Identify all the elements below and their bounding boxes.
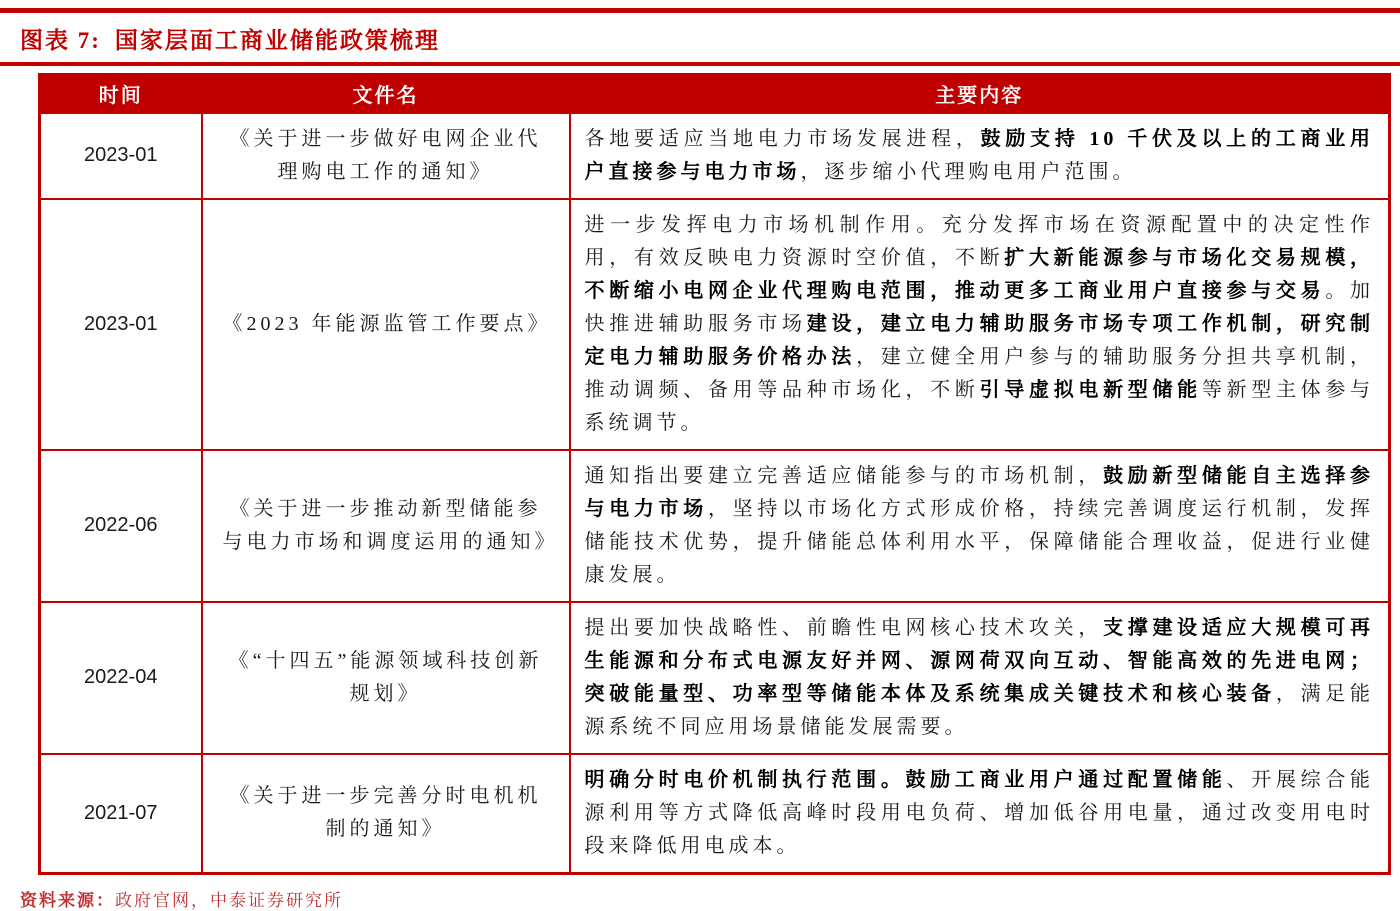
content-bold-segment: 支撑建设适应大规模可再生能源和分布式电源友好并网、源网荷双向互动、智能高效的先进电网；突破能量型、功率型等储能本体及系统集成关键技术和核心装备 [584,616,1375,705]
source-label: 资料来源： [20,890,115,910]
policy-doc-name: 《关于进一步推动新型储能参与电力市场和调度运用的通知》 [202,450,570,602]
policy-table [38,73,1391,875]
content-segment: 提出要加快战略性、前瞻性电网核心技术攻关， [584,616,1104,639]
content-bold-segment: 扩大新能源参与市场化交易规模，不断缩小电网企业代理购电范围，推动更多工商业用户直接参与交易 [584,246,1375,302]
policy-doc-name: 《关于进一步做好电网企业代理购电工作的通知》 [202,113,570,199]
policy-content [570,602,1390,754]
table-row [40,113,1390,199]
content-segment: 等新型主体参与系统调节。 [584,378,1375,434]
policy-table-body [40,113,1390,874]
content-bold-segment: 引导虚拟电新型储能 [979,378,1202,401]
source-note [0,875,1400,911]
policy-content [570,113,1390,199]
source-text: 政府官网，中泰证券研究所 [115,890,343,910]
content-bold-segment: 鼓励新型储能自主选择参与电力市场 [584,464,1375,520]
figure-number-label: 图表 7: [20,28,101,53]
content-segment: 通知指出要建立完善适应储能参与的市场机制， [584,464,1104,487]
policy-date: 2021-07 [40,754,202,874]
column-header-content: 主要内容 [570,75,1390,113]
content-segment: 。加快推进辅助服务市场 [584,279,1375,335]
policy-content [570,199,1390,450]
policy-date: 2023-01 [40,199,202,450]
policy-doc-name: 《关于进一步完善分时电机机制的通知》 [202,754,570,874]
content-segment: ，坚持以市场化方式形成价格，持续完善调度运行机制，发挥储能技术优势，提升储能总体利用水平，保障储能合理收益，促进行业健康发展。 [584,497,1375,586]
column-header-time: 时间 [40,75,202,113]
policy-table-head [40,75,1390,113]
content-segment: 各地要适应当地电力市场发展进程， [584,127,981,150]
figure-title-text: 国家层面工商业储能政策梳理 [114,28,440,53]
column-header-docname: 文件名 [202,75,570,113]
table-row [40,602,1390,754]
content-segment: 进一步发挥电力市场机制作用。充分发挥市场在资源配置中的决定性作用，有效反映电力资源时空价值，不断 [584,213,1374,269]
content-bold-segment: 明确分时电价机制执行范围。鼓励工商业用户通过配置储能 [584,768,1227,791]
policy-date: 2023-01 [40,113,202,199]
policy-doc-name: 《2023 年能源监管工作要点》 [202,199,570,450]
policy-doc-name: 《“十四五”能源领域科技创新规划》 [202,602,570,754]
figure-title [0,13,1400,62]
report-figure-page [0,8,1400,910]
table-row [40,199,1390,450]
table-row [40,450,1390,602]
content-segment: ，满足能源系统不同应用场景储能发展需要。 [584,682,1375,738]
title-divider [0,62,1400,66]
content-segment: 、开展综合能源利用等方式降低高峰时段用电负荷、增加低谷用电量，通过改变用电时段来降低用电成本。 [584,768,1375,857]
content-segment: ，逐步缩小代理购电用户范围。 [800,160,1137,183]
policy-date: 2022-06 [40,450,202,602]
content-bold-segment: 鼓励支持 10 千伏及以上的工商业用户直接参与电力市场 [584,127,1375,183]
content-segment: ，建立健全用户参与的辅助服务分担共享机制，推动调频、备用等品种市场化，不断 [584,345,1375,401]
policy-date: 2022-04 [40,602,202,754]
policy-content [570,754,1390,874]
policy-content [570,450,1390,602]
content-bold-segment: 建设，建立电力辅助服务市场专项工作机制，研究制定电力辅助服务价格办法 [584,312,1375,368]
table-row [40,754,1390,874]
table-header-row [40,75,1390,113]
